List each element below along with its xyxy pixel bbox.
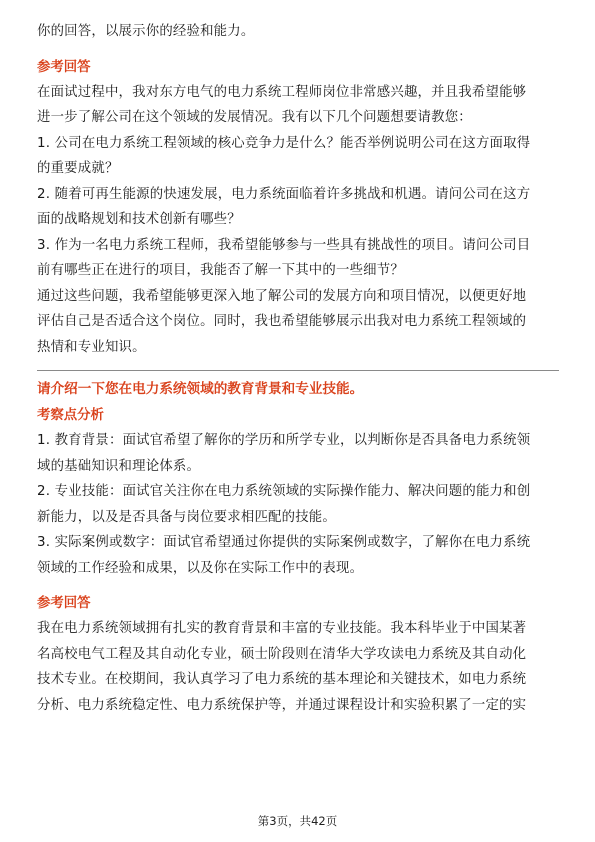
answer-line: 分析、电力系统稳定性、电力系统保护等，并通过课程设计和实验积累了一定的实	[37, 697, 527, 713]
reference-answer-body-2	[37, 616, 559, 718]
answer-line: 1. 公司在电力系统工程领域的核心竞争力是什么？能否举例说明公司在这方面取得	[37, 135, 531, 151]
page-footer: 第3页，共42页	[257, 814, 338, 828]
answer-line: 通过这些问题，我希望能够更深入地了解公司的发展方向和项目情况，以便更好地	[37, 288, 527, 304]
answer-line: 面的战略规划和技术创新有哪些？	[37, 212, 241, 227]
analysis-line: 3. 实际案例或数字：面试官希望通过你提供的实际案例或数字，了解你在电力系统	[37, 535, 531, 550]
answer-line: 3. 作为一名电力系统工程师，我希望能够参与一些具有挑战性的项目。请问公司目	[37, 237, 531, 253]
analysis-line: 领域的工作经验和成果，以及你在实际工作中的表现。	[37, 560, 364, 576]
analysis-heading: 考察点分析	[37, 408, 104, 423]
answer-line: 2. 随着可再生能源的快速发展，电力系统面临着许多挑战和机遇。请问公司在这方	[37, 186, 531, 202]
analysis-body	[37, 428, 559, 581]
answer-line: 在面试过程中，我对东方电气的电力系统工程师岗位非常感兴趣，并且我希望能够	[37, 84, 527, 100]
reference-answer-heading: 参考回答	[37, 59, 91, 75]
document-page	[37, 0, 559, 718]
answer-line: 进一步了解公司在这个领域的发展情况。我有以下几个问题想要请教您：	[37, 110, 472, 125]
answer-line: 技术专业。在校期间，我认真学习了电力系统的基本理论和关键技术，如电力系统	[37, 672, 527, 687]
answer-line: 我在电力系统领域拥有扎实的教育背景和丰富的专业技能。我本科毕业于中国某著	[37, 621, 527, 636]
section-divider	[37, 370, 559, 371]
answer-line: 的重要成就？	[37, 161, 119, 176]
analysis-line: 新能力，以及是否具备与岗位要求相匹配的技能。	[37, 509, 336, 525]
reference-answer-heading-2: 参考回答	[37, 596, 91, 611]
answer-line: 评估自己是否适合这个岗位。同时，我也希望能够展示出我对电力系统工程领域的	[37, 314, 527, 329]
answer-line: 热情和专业知识。	[37, 339, 146, 355]
analysis-line: 域的基础知识和理论体系。	[37, 458, 201, 474]
intro-tail-line: 你的回答，以展示你的经验和能力。	[37, 24, 255, 39]
analysis-line: 2. 专业技能：面试官关注你在电力系统领域的实际操作能力、解决问题的能力和创	[37, 484, 531, 499]
analysis-line: 1. 教育背景：面试官希望了解你的学历和所学专业，以判断你是否具备电力系统领	[37, 433, 531, 448]
question-title: 请介绍一下您在电力系统领域的教育背景和专业技能。	[37, 381, 364, 397]
reference-answer-body	[37, 80, 559, 361]
answer-line: 前有哪些正在进行的项目，我能否了解一下其中的一些细节？	[37, 263, 404, 278]
answer-line: 名高校电气工程及其自动化专业，硕士阶段则在清华大学攻读电力系统及其自动化	[37, 646, 527, 662]
